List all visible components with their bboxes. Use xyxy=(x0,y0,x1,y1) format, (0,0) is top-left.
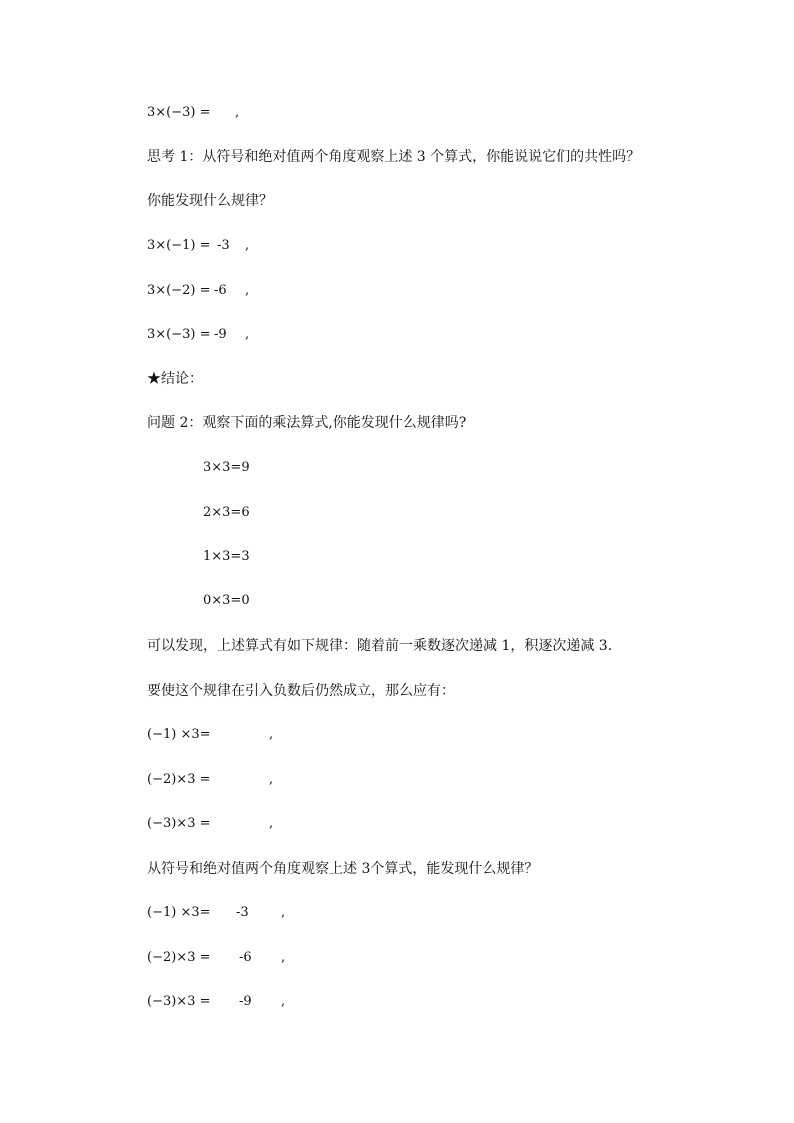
equation-comma: , xyxy=(281,905,286,920)
conclusion-heading: ★结论： xyxy=(147,371,203,387)
equation-answer: -3 xyxy=(236,905,249,920)
equation-answer: -6 xyxy=(214,283,227,298)
rule-extension: 要使这个规律在引入负数后仍然成立，那么应有： xyxy=(147,683,455,699)
equation-comma: , xyxy=(245,327,250,342)
rule-question: 你能发现什么规律？ xyxy=(147,193,273,209)
equation-expression: (−3)×3 = xyxy=(147,994,211,1009)
equation-comma: , xyxy=(245,238,250,253)
equation-answer: -6 xyxy=(239,950,252,965)
equation-answer: -9 xyxy=(239,994,252,1009)
equation-expression: (−3)×3 = xyxy=(147,816,211,831)
equation-expression: 3×(−1) = xyxy=(147,238,211,253)
equation-comma: , xyxy=(281,994,286,1009)
equation-comma: , xyxy=(269,727,274,742)
multiplication-line: 2×3=6 xyxy=(203,505,250,520)
equation-expression: (−2)×3 = xyxy=(147,950,211,965)
equation-expression: (−1) ×3= xyxy=(147,727,211,742)
equation-comma: , xyxy=(281,950,286,965)
equation-comma: , xyxy=(269,816,274,831)
multiplication-line: 0×3=0 xyxy=(203,593,250,608)
equation-answer: -3 xyxy=(217,238,230,253)
think-question: 思考 1：从符号和绝对值两个角度观察上述 3 个算式，你能说说它们的共性吗？ xyxy=(147,149,641,165)
equation-expression: 3×(−3) = xyxy=(147,105,211,120)
equation-answer: -9 xyxy=(214,327,227,342)
rule-found: 可以发现，上述算式有如下规律：随着前一乘数逐次递减 1，积逐次递减 3. xyxy=(147,638,613,654)
observe-question: 从符号和绝对值两个角度观察上述 3个算式，能发现什么规律？ xyxy=(147,861,539,877)
multiplication-line: 3×3=9 xyxy=(203,460,250,475)
equation-expression: 3×(−3) = xyxy=(147,327,211,342)
equation-expression: (−1) ×3= xyxy=(147,905,211,920)
equation-comma: , xyxy=(235,105,240,120)
equation-expression: 3×(−2) = xyxy=(147,283,211,298)
equation-comma: , xyxy=(269,772,274,787)
problem-2: 问题 2：观察下面的乘法算式,你能发现什么规律吗? xyxy=(147,415,467,431)
equation-expression: (−2)×3 = xyxy=(147,772,211,787)
multiplication-line: 1×3=3 xyxy=(203,549,250,564)
equation-comma: , xyxy=(245,283,250,298)
